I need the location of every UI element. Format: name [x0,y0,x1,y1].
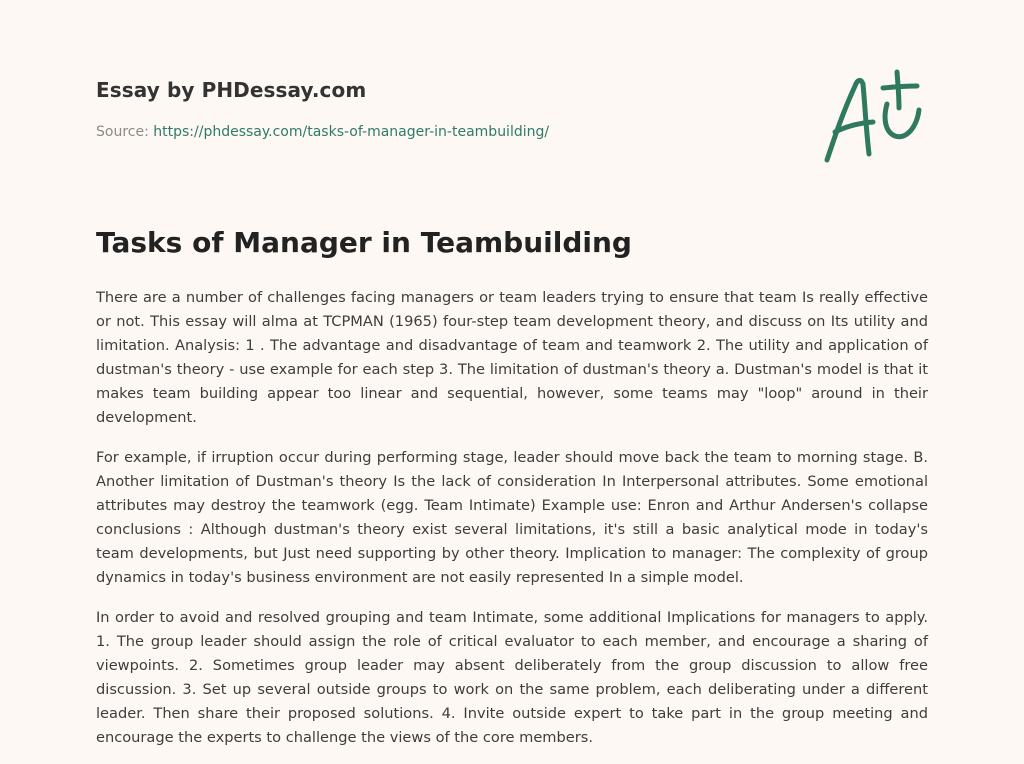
source-line [96,124,549,140]
essay-paragraph: In order to avoid and resolved grouping and team Intimate, some additional Implications for managers to apply. 1. The group leader should assign the role of critical evaluator to each member, and encourage a sharing of viewpoints. 2. Sometimes group leader may absent deliberately from the group discussion to allow free discussion. 3. Set up several outside groups to work on the same problem, each deliberating under a different leader. Then share their proposed solutions. 4. Invite outside expert to take part in the group meeting and encourage the experts to challenge the views of the core members. [96,609,928,746]
essay-paragraph: There are a number of challenges facing managers or team leaders trying to ensure that team Is really effective or not. This essay will alma at TCPMAN (1965) four-step team development theory, and discuss on Its utility and limitation. Analysis: 1 . The advantage and disadvantage of team and teamwork 2. The utility and application of dustman's theory - use example for each step 3. The limitation of dustman's theory a. Dustman's model is that it makes team building appear too linear and sequential, however, some teams may "loop" around in their development. [96,289,928,426]
source-label: Source: [96,124,149,140]
site-brand: Essay by PHDessay.com [96,78,367,102]
essay-body [96,286,928,764]
a-plus-grade-icon [821,66,931,166]
essay-title: Tasks of Manager in Teambuilding [96,226,632,259]
essay-page [96,0,928,764]
essay-paragraph: For example, if irruption occur during performing stage, leader should move back the team to morning stage. B. Another limitation of Dustman's theory Is the lack of consideration In Interpersonal attributes. Some emotional attributes may destroy the teamwork (egg. Team Intimate) Example use: Enron and Arthur Andersen's collapse conclusions : Although dustman's theory exist several limitations, it's still a basic analytical mode in today's team developments, but Just need supporting by other theory. Implication to manager: The complexity of group dynamics in today's business environment are not easily represented In a simple model. [96,449,928,586]
source-link[interactable]: https://phdessay.com/tasks-of-manager-in-teambuilding/ [153,124,550,140]
